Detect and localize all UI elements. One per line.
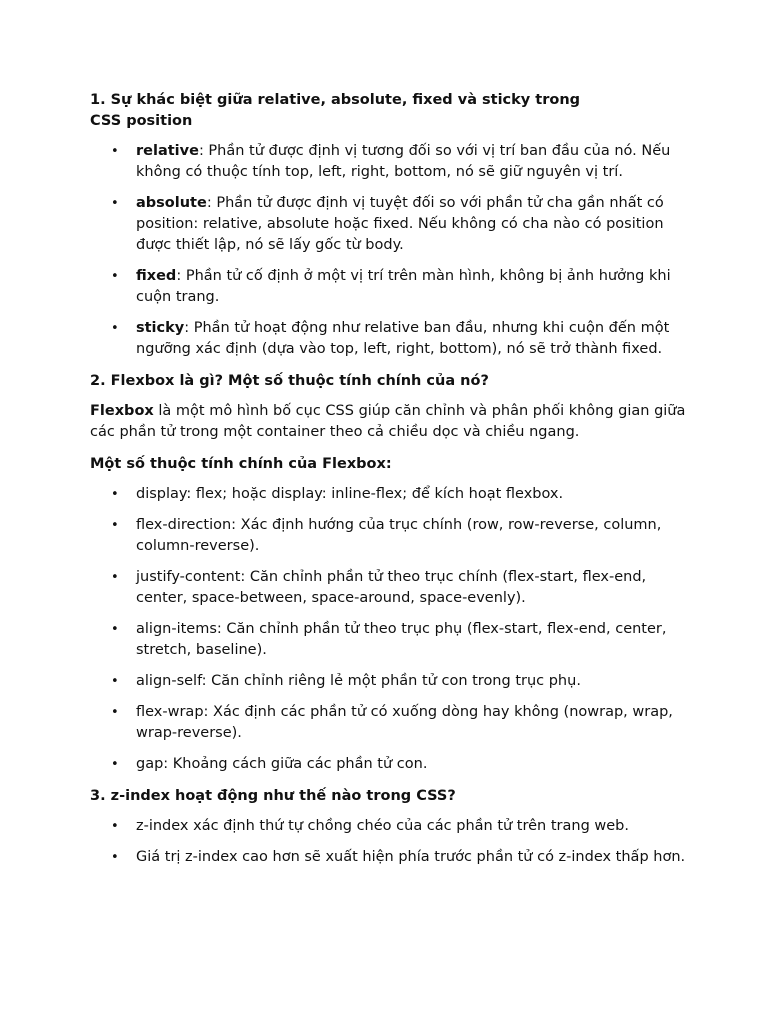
list-item: • z-index xác định thứ tự chồng chéo của các phần tử trên trang web. — [90, 816, 690, 837]
desc-fixed: : Phần tử cố định ở một vị trí trên màn hình, không bị ảnh hưởng khi cuộn trang. — [136, 268, 671, 305]
list-item: • justify-content: Căn chỉnh phần tử theo trục chính (flex-start, flex-end, center, space-between, space-around, space-evenly). — [90, 567, 690, 609]
flexbox-intro-text: là một mô hình bố cục CSS giúp căn chỉnh và phân phối không gian giữa các phần tử trong một container theo cả chiều dọc và chiều ngang. — [90, 403, 686, 440]
flexbox-properties-list — [90, 484, 690, 775]
section-2-heading: 2. Flexbox là gì? Một số thuộc tính chính của nó? — [90, 373, 489, 389]
list-item: • align-self: Căn chỉnh riêng lẻ một phần tử con trong trục phụ. — [90, 671, 690, 692]
desc-sticky: : Phần tử hoạt động như relative ban đầu, nhưng khi cuộn đến một ngưỡng xác định (dựa vào top, left, right, bottom), nó sẽ trở thành fixed. — [136, 320, 670, 357]
list-item-sticky — [90, 318, 690, 360]
z-index-list — [90, 816, 690, 868]
term-absolute: absolute — [136, 195, 207, 211]
term-sticky: sticky — [136, 320, 185, 336]
term-fixed: fixed — [136, 268, 177, 284]
list-item: • flex-wrap: Xác định các phần tử có xuống dòng hay không (nowrap, wrap, wrap-reverse). — [90, 702, 690, 744]
term-flexbox: Flexbox — [90, 403, 154, 419]
list-item: • display: flex; hoặc display: inline-flex; để kích hoạt flexbox. — [90, 484, 690, 505]
list-item-absolute — [90, 193, 690, 256]
position-list — [90, 141, 690, 360]
list-item: • align-items: Căn chỉnh phần tử theo trục phụ (flex-start, flex-end, center, stretch, baseline). — [90, 619, 690, 661]
list-item: • Giá trị z-index cao hơn sẽ xuất hiện phía trước phần tử có z-index thấp hơn. — [90, 847, 690, 868]
flexbox-intro — [90, 401, 690, 443]
desc-relative: : Phần tử được định vị tương đối so với vị trí ban đầu của nó. Nếu không có thuộc tính top, left, right, bottom, nó sẽ giữ nguyên vị trí. — [136, 143, 671, 180]
document-content — [90, 90, 690, 879]
desc-absolute: : Phần tử được định vị tuyệt đối so với phần tử cha gần nhất có position: relative, absolute hoặc fixed. Nếu không có cha nào có position được thiết lập, nó sẽ lấy gốc từ body. — [136, 195, 664, 253]
section-3-heading: 3. z-index hoạt động như thế nào trong CSS? — [90, 788, 456, 804]
list-item-relative — [90, 141, 690, 183]
list-item: • gap: Khoảng cách giữa các phần tử con. — [90, 754, 690, 775]
list-item: • flex-direction: Xác định hướng của trục chính (row, row-reverse, column, column-reverse). — [90, 515, 690, 557]
section-1-heading: 1. Sự khác biệt giữa relative, absolute, fixed và sticky trong CSS position — [90, 92, 581, 129]
flexbox-properties-heading: Một số thuộc tính chính của Flexbox: — [90, 456, 392, 472]
list-item-fixed — [90, 266, 690, 308]
term-relative: relative — [136, 143, 199, 159]
